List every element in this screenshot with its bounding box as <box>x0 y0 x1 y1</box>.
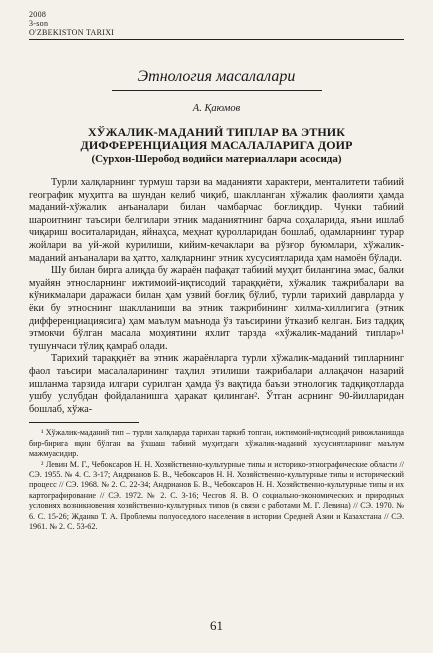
footnote-rule <box>29 422 139 423</box>
section-title-rule <box>112 90 322 91</box>
footnotes <box>29 428 404 532</box>
paragraph: Тарихий тараққиёт ва этник жараёнларга турли хўжалик-маданий типларнинг фаол таъсири масалаларининг таҳлил этилиши тажрибалари аллақачон назарий ишланма тарзида илгари сурилган ҳамда ўз вақтида баъзи этнологик тадқиқотларда ушбу услубдан фойдаланишга ҳаракат қилинган². Ўтган асрнинг 90-йилларидан бошлаб, хўжа- <box>29 353 404 415</box>
running-head <box>29 10 404 28</box>
footnote: ² Левин М. Г., Чебоксаров Н. Н. Хозяйственно-культурные типы и историко-этнографические области // СЭ. 1955. № 4. С. 3-17; Андрианов Б. В., Чебоксаров Н. Н. Хозяйственно-культурные типы и исторический процесс // СЭ. 1968. № 2. С. 22-34; Андрианов Б. В., Чебоксаров Н. Н. Хозяйственно-культурные типы и их картографирование // СЭ. 1972. № 2. С. 3-16; Чесгов Я. В. О социально-экономических и природных условиях возникновения хозяйственно-культурных типов (в связи с работами М. Г. Левина) // СЭ. 1970. № 6. С. 15-26; Жданко Т. А. Проблемы полуоседлого населения в истории Средней Азии и Казахстана // СЭ. 1961. № 2. С. 53-62. <box>29 459 404 531</box>
page-number: 61 <box>210 618 223 633</box>
header-rule <box>29 39 404 40</box>
article-subtitle: (Сурхон-Шеробод водийси материаллари асосида) <box>91 153 342 165</box>
author: А. Қаюмов <box>192 103 241 114</box>
footnote: ¹ Хўжалик-маданий тип – турли халқларда тарихан таркиб топган, ижтимоий-иқтисодий ривожланишда бир-бирига яқин бўлган ва ўхшаш табиий муҳитдаги хўжалик-маданий хусусиятларнинг маълум мажмуасидир. <box>29 428 404 459</box>
journal-name: O'ZBEKISTON TARIXI <box>29 28 115 37</box>
paragraph: Турли халқларнинг турмуш тарзи ва маданияти характери, менталитети табиий географик муҳитга ва шундан келиб чиқиб, шаклланган хўжалик фаолияти ҳамда маданий-хўжалик анъаналари билан чамбарчас боғлиқдир. Чунки табиий шароитнинг таъсири белгилари этник маданиятнинг барча соҳаларида, яъни ишлаб чиқариш воситаларидан, яйнаҳса, меҳнат қуролларидан бошлаб, одамларнинг турар жойлари ва уй-жой курилиши, кийим-кечаклари ва рўзғор буюмлари, хўжалик-маданий анъаналари ва ҳатто, халқларнинг этник хусусиятларида ҳам намоён бўлади. <box>29 177 404 264</box>
paragraph: Шу билан бирга алиқда бу жараён пафақат табиий муҳит билангина эмас, балки муайян этносларнинг ижтимоий-иқтисодий тараққиёти, хўжалик тажрибалари ва кўникмалари даражаси билан ҳам узвий боғлиқ бўлиб, турли тарихий даврларда у ёки бу этноснинг шаклланиши ва этник тажрибининг хилма-хиллигига (этник дифференциациясига) ҳам маълум маънода ўз таъсирини ўтказиб келган. Биз тадқиқ этмокчи бўлган масала моҳиятини яхлит тарзда «хўжалик-маданий типлар»¹ тушунчаси тўлиқ қамраб олади. <box>29 265 404 352</box>
article-body <box>29 177 404 416</box>
article-title-line-1: ХЎЖАЛИК-МАДАНИЙ ТИПЛАР ВА ЭТНИК <box>87 125 346 139</box>
issue-info <box>29 10 48 28</box>
year: 2008 <box>29 10 47 19</box>
article-title <box>29 126 404 152</box>
issue-number: 3-son <box>29 19 49 28</box>
article-title-line-2: ДИФФЕРЕНЦИАЦИЯ МАСАЛАЛАРИГА ДОИР <box>80 138 353 152</box>
section-title: Этнология масалалари <box>137 68 296 85</box>
